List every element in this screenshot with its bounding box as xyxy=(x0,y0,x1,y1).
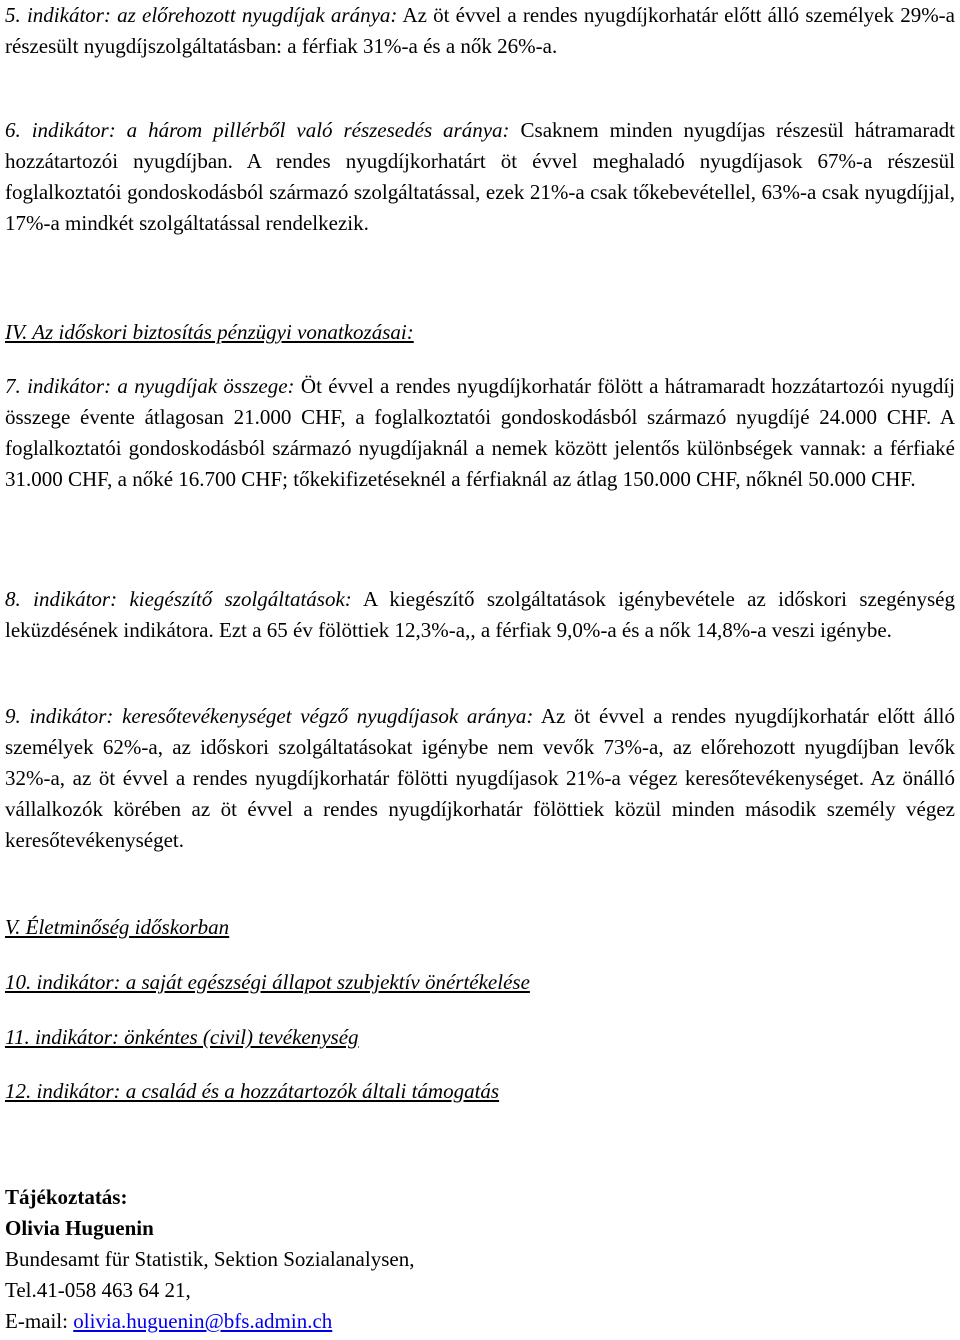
indicator-11-heading: 11. indikátor: önkéntes (civil) tevékenység xyxy=(5,1025,359,1049)
contact-label: Tájékoztatás: xyxy=(5,1185,128,1209)
indicator-9-number: 9. xyxy=(5,704,21,728)
contact-phone: Tel.41-058 463 64 21, xyxy=(5,1278,191,1302)
indicator-7-text: Öt évvel a rendes nyugdíjkorhatár fölött a hátramaradt hozzátartozói nyugdíj összege évente átlagosan 21.000 CHF, a foglalkoztatói gondoskodásból származó nyugdíjé 24.000 CHF. A foglalkoztatói gondoskodásból származó nyugdíjaknál a nemek között jelentős különbségek vannak: a férfiaké 31.000 CHF, a nőké 16.700 CHF; tőkekifizetéseknél a férfiaknál az átlag 150.000 CHF, nőknél 50.000 CHF. xyxy=(5,374,956,491)
indicator-6-text: Csaknem minden nyugdíjas részesül hátramaradt hozzátartozói nyugdíjban. A rendes nyugdíjkorhatárt öt évvel meghaladó nyugdíjasok 67%-a részesül foglalkoztatói gondoskodásból származó szolgáltatással, ezek 21%-a csak tőkebevétellel, 63%-a csak nyugdíjjal, 17%-a mindkét szolgáltatással rendelkezik. xyxy=(5,118,956,235)
indicator-8-text: A kiegészítő szolgáltatások igénybevétele az időskori szegénység leküzdésének indikátora. Ezt a 65 év fölöttiek 12,3%-a,, a férfiak 9,0%-a és a nők 14,8%-a veszi igénybe. xyxy=(5,587,955,642)
contact-email-line xyxy=(5,1306,955,1337)
indicator-9-label: indikátor: keresőtevékenységet végző nyugdíjasok aránya: xyxy=(29,704,534,728)
section-5-heading: V. Életminőség időskorban xyxy=(5,915,230,939)
indicator-9-paragraph xyxy=(5,701,955,856)
indicator-6-label: indikátor: a három pillérből való részesedés aránya: xyxy=(31,118,510,142)
indicator-8-number: 8. xyxy=(5,587,21,611)
indicator-5-label: indikátor: az előrehozott nyugdíjak aránya: xyxy=(26,3,398,27)
indicator-7-paragraph xyxy=(5,371,955,495)
indicator-9-text: Az öt évvel a rendes nyugdíjkorhatár előtt álló személyek 62%-a, az időskori szolgáltatásokat igénybe nem vevők 73%-a, az előrehozott nyugdíjban levők 32%-a, az öt évvel a rendes nyugdíjkorhatár fölötti nyugdíjasok 21%-a végez keresőtevékenységet. Az önálló vállalkozók körében az öt évvel a rendes nyugdíjkorhatár fölöttiek közül minden második személy végez keresőtevékenységet. xyxy=(5,704,955,852)
indicator-7-number: 7. xyxy=(5,374,21,398)
indicator-5-text: Az öt évvel a rendes nyugdíjkorhatár előtt álló személyek 29%-a részesült nyugdíjszolgáltatásban: a férfiak 31%-a és a nők 26%-a. xyxy=(5,3,955,58)
indicator-10-heading: 10. indikátor: a saját egészségi állapot szubjektív önértékelése xyxy=(5,970,530,994)
contact-email-label: E-mail: xyxy=(5,1309,74,1333)
contact-organization: Bundesamt für Statistik, Sektion Sozialanalysen, xyxy=(5,1247,415,1271)
indicator-5-number: 5. xyxy=(5,3,21,27)
indicator-5-paragraph xyxy=(5,0,955,62)
contact-name: Olivia Huguenin xyxy=(5,1216,154,1240)
section-4-heading: IV. Az időskori biztosítás pénzügyi vonatkozásai: xyxy=(5,320,414,344)
indicator-12-heading: 12. indikátor: a család és a hozzátartozók általi támogatás xyxy=(5,1079,500,1103)
contact-block xyxy=(5,1182,955,1337)
indicator-8-paragraph xyxy=(5,584,955,646)
indicator-6-paragraph xyxy=(5,115,955,239)
indicator-7-label: indikátor: a nyugdíjak összege: xyxy=(27,374,295,398)
contact-email-link[interactable]: olivia.huguenin@bfs.admin.ch xyxy=(73,1309,333,1333)
indicator-6-number: 6. xyxy=(5,118,21,142)
indicator-8-label: indikátor: kiegészítő szolgáltatások: xyxy=(33,587,352,611)
